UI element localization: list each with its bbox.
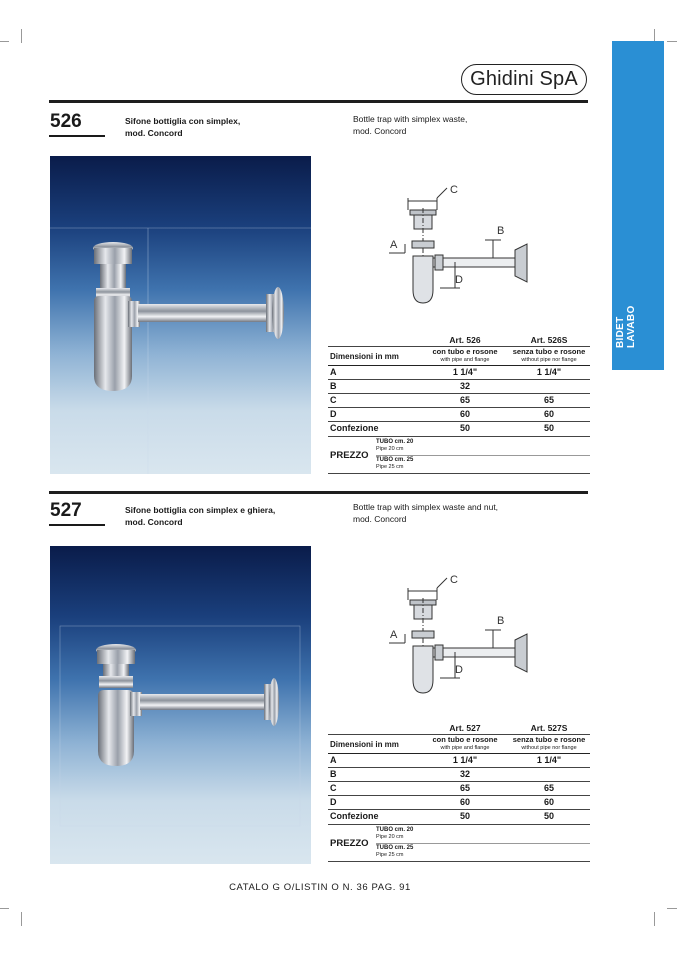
pipe-option (376, 845, 413, 859)
column-header-art: Art. 527 (449, 723, 481, 733)
column-subheader-en: without pipe nor flange (521, 745, 577, 751)
crop-mark (21, 912, 22, 926)
row-label: D (330, 797, 337, 807)
table-row (328, 783, 590, 796)
column-subheader-it: senza tubo e rosone (512, 347, 586, 356)
category-lavabo: LAVABO (626, 305, 637, 348)
brand-logo: Ghidini SpA (461, 64, 587, 95)
table-row-header-rule (328, 753, 590, 754)
pipe-option-it: TUBO cm. 20 (376, 827, 414, 833)
cell-value: 60 (543, 409, 554, 419)
crop-mark (654, 912, 655, 926)
row-label: B (330, 381, 337, 391)
row-label: D (330, 409, 337, 419)
pipe-option-en: Pipe 25 cm (376, 464, 404, 470)
price-label: PREZZO (330, 838, 369, 849)
description-en-line: Bottle trap with simplex waste, (353, 114, 468, 124)
column-subheader-en: without pipe nor flange (521, 357, 577, 363)
cell-value: 60 (543, 797, 554, 807)
price-row (328, 826, 590, 862)
row-label: A (330, 367, 337, 377)
cell-value: 65 (459, 395, 470, 405)
pipe-option-divider (376, 843, 590, 844)
crop-mark (0, 41, 9, 42)
article-number: 526 (50, 111, 82, 132)
dim-label-b: B (497, 225, 505, 237)
cell-value: 65 (543, 783, 554, 793)
dim-label-a: A (390, 629, 398, 641)
pipe-option (376, 827, 413, 841)
row-label: Confezione (330, 423, 379, 433)
pipe-option-divider (376, 455, 590, 456)
crop-mark (667, 908, 677, 909)
column-subheader (508, 736, 590, 752)
row-label: C (330, 783, 337, 793)
description-it-line: mod. Concord (125, 128, 183, 138)
dim-label-d: D (455, 274, 463, 286)
product-photo (50, 546, 311, 864)
table-row (328, 797, 590, 810)
table-row (328, 395, 590, 408)
row-label: A (330, 755, 337, 765)
description-it-line: Sifone bottiglia con simplex, (125, 116, 241, 126)
cell-value: 32 (459, 769, 470, 779)
category-bidet: BIDET (615, 316, 626, 348)
column-subheader-en: with pipe and flange (440, 357, 490, 363)
table-row (328, 811, 590, 825)
table-row (328, 381, 590, 394)
spec-table (328, 723, 590, 863)
dim-label-a: A (390, 239, 398, 251)
description-it-line: mod. Concord (125, 517, 183, 527)
bottle-trap-image (50, 546, 311, 864)
cell-value: 1 1/4" (452, 367, 478, 377)
cell-value: 32 (459, 381, 470, 391)
column-header-art: Art. 526 (449, 335, 481, 345)
table-row (328, 423, 590, 437)
description-it (125, 504, 275, 528)
cell-value: 50 (459, 423, 470, 433)
technical-drawing (385, 568, 530, 703)
cell-value: 60 (459, 797, 470, 807)
price-row (328, 438, 590, 474)
cell-value: 50 (459, 811, 470, 821)
pipe-option-it: TUBO cm. 25 (376, 457, 414, 463)
description-en-line: mod. Concord (353, 126, 407, 136)
article-number-underline (49, 135, 105, 137)
cell-value: 50 (543, 423, 554, 433)
pipe-option (376, 439, 413, 453)
article-number-underline (49, 524, 105, 526)
technical-drawing (385, 178, 530, 313)
description-it-line: Sifone bottiglia con simplex e ghiera, (125, 505, 276, 515)
table-row (328, 755, 590, 768)
column-subheader (508, 348, 590, 364)
row-label: C (330, 395, 337, 405)
cell-value: 1 1/4" (536, 755, 562, 765)
product-photo (50, 156, 311, 474)
cell-value: 1 1/4" (536, 367, 562, 377)
column-subheader-it: con tubo e rosone (432, 735, 498, 744)
column-subheader (420, 736, 510, 752)
dimension-label: Dimensioni in mm (330, 740, 399, 749)
table-row (328, 769, 590, 782)
description-en (353, 501, 498, 525)
dim-label-d: D (455, 664, 463, 676)
pipe-option (376, 457, 413, 471)
crop-mark (0, 908, 9, 909)
row-label: B (330, 769, 337, 779)
cell-value: 1 1/4" (452, 755, 478, 765)
description-it (125, 115, 240, 139)
cell-value: 65 (543, 395, 554, 405)
dim-label-b: B (497, 615, 505, 627)
pipe-option-en: Pipe 20 cm (376, 446, 404, 452)
column-subheader-en: with pipe and flange (440, 745, 490, 751)
row-label: Confezione (330, 811, 379, 821)
price-label: PREZZO (330, 450, 369, 461)
pipe-option-en: Pipe 25 cm (376, 852, 404, 858)
column-subheader-it: con tubo e rosone (432, 347, 498, 356)
description-en-line: Bottle trap with simplex waste and nut, (353, 502, 499, 512)
dim-label-c: C (450, 184, 458, 196)
crop-mark (21, 29, 22, 43)
description-en (353, 113, 467, 137)
page-footer: CATALO G O/LISTIN O N. 36 PAG. 91 (229, 882, 411, 893)
column-header-art: Art. 527S (530, 723, 568, 733)
dimension-label: Dimensioni in mm (330, 352, 399, 361)
cell-value: 65 (459, 783, 470, 793)
column-header-art: Art. 526S (530, 335, 568, 345)
category-tab-label (615, 290, 649, 350)
crop-mark (667, 41, 677, 42)
column-subheader-it: senza tubo e rosone (512, 735, 586, 744)
dim-label-c: C (450, 574, 458, 586)
table-row (328, 367, 590, 380)
article-number: 527 (50, 500, 82, 521)
spec-table (328, 335, 590, 475)
description-en-line: mod. Concord (353, 514, 407, 524)
section-rule (49, 491, 588, 494)
column-subheader (420, 348, 510, 364)
pipe-option-en: Pipe 20 cm (376, 834, 404, 840)
header-rule (49, 100, 588, 103)
pipe-option-it: TUBO cm. 20 (376, 439, 414, 445)
cell-value: 60 (459, 409, 470, 419)
pipe-option-it: TUBO cm. 25 (376, 845, 414, 851)
table-row (328, 409, 590, 422)
bottle-trap-image (50, 156, 311, 474)
table-row-header-rule (328, 365, 590, 366)
cell-value: 50 (543, 811, 554, 821)
